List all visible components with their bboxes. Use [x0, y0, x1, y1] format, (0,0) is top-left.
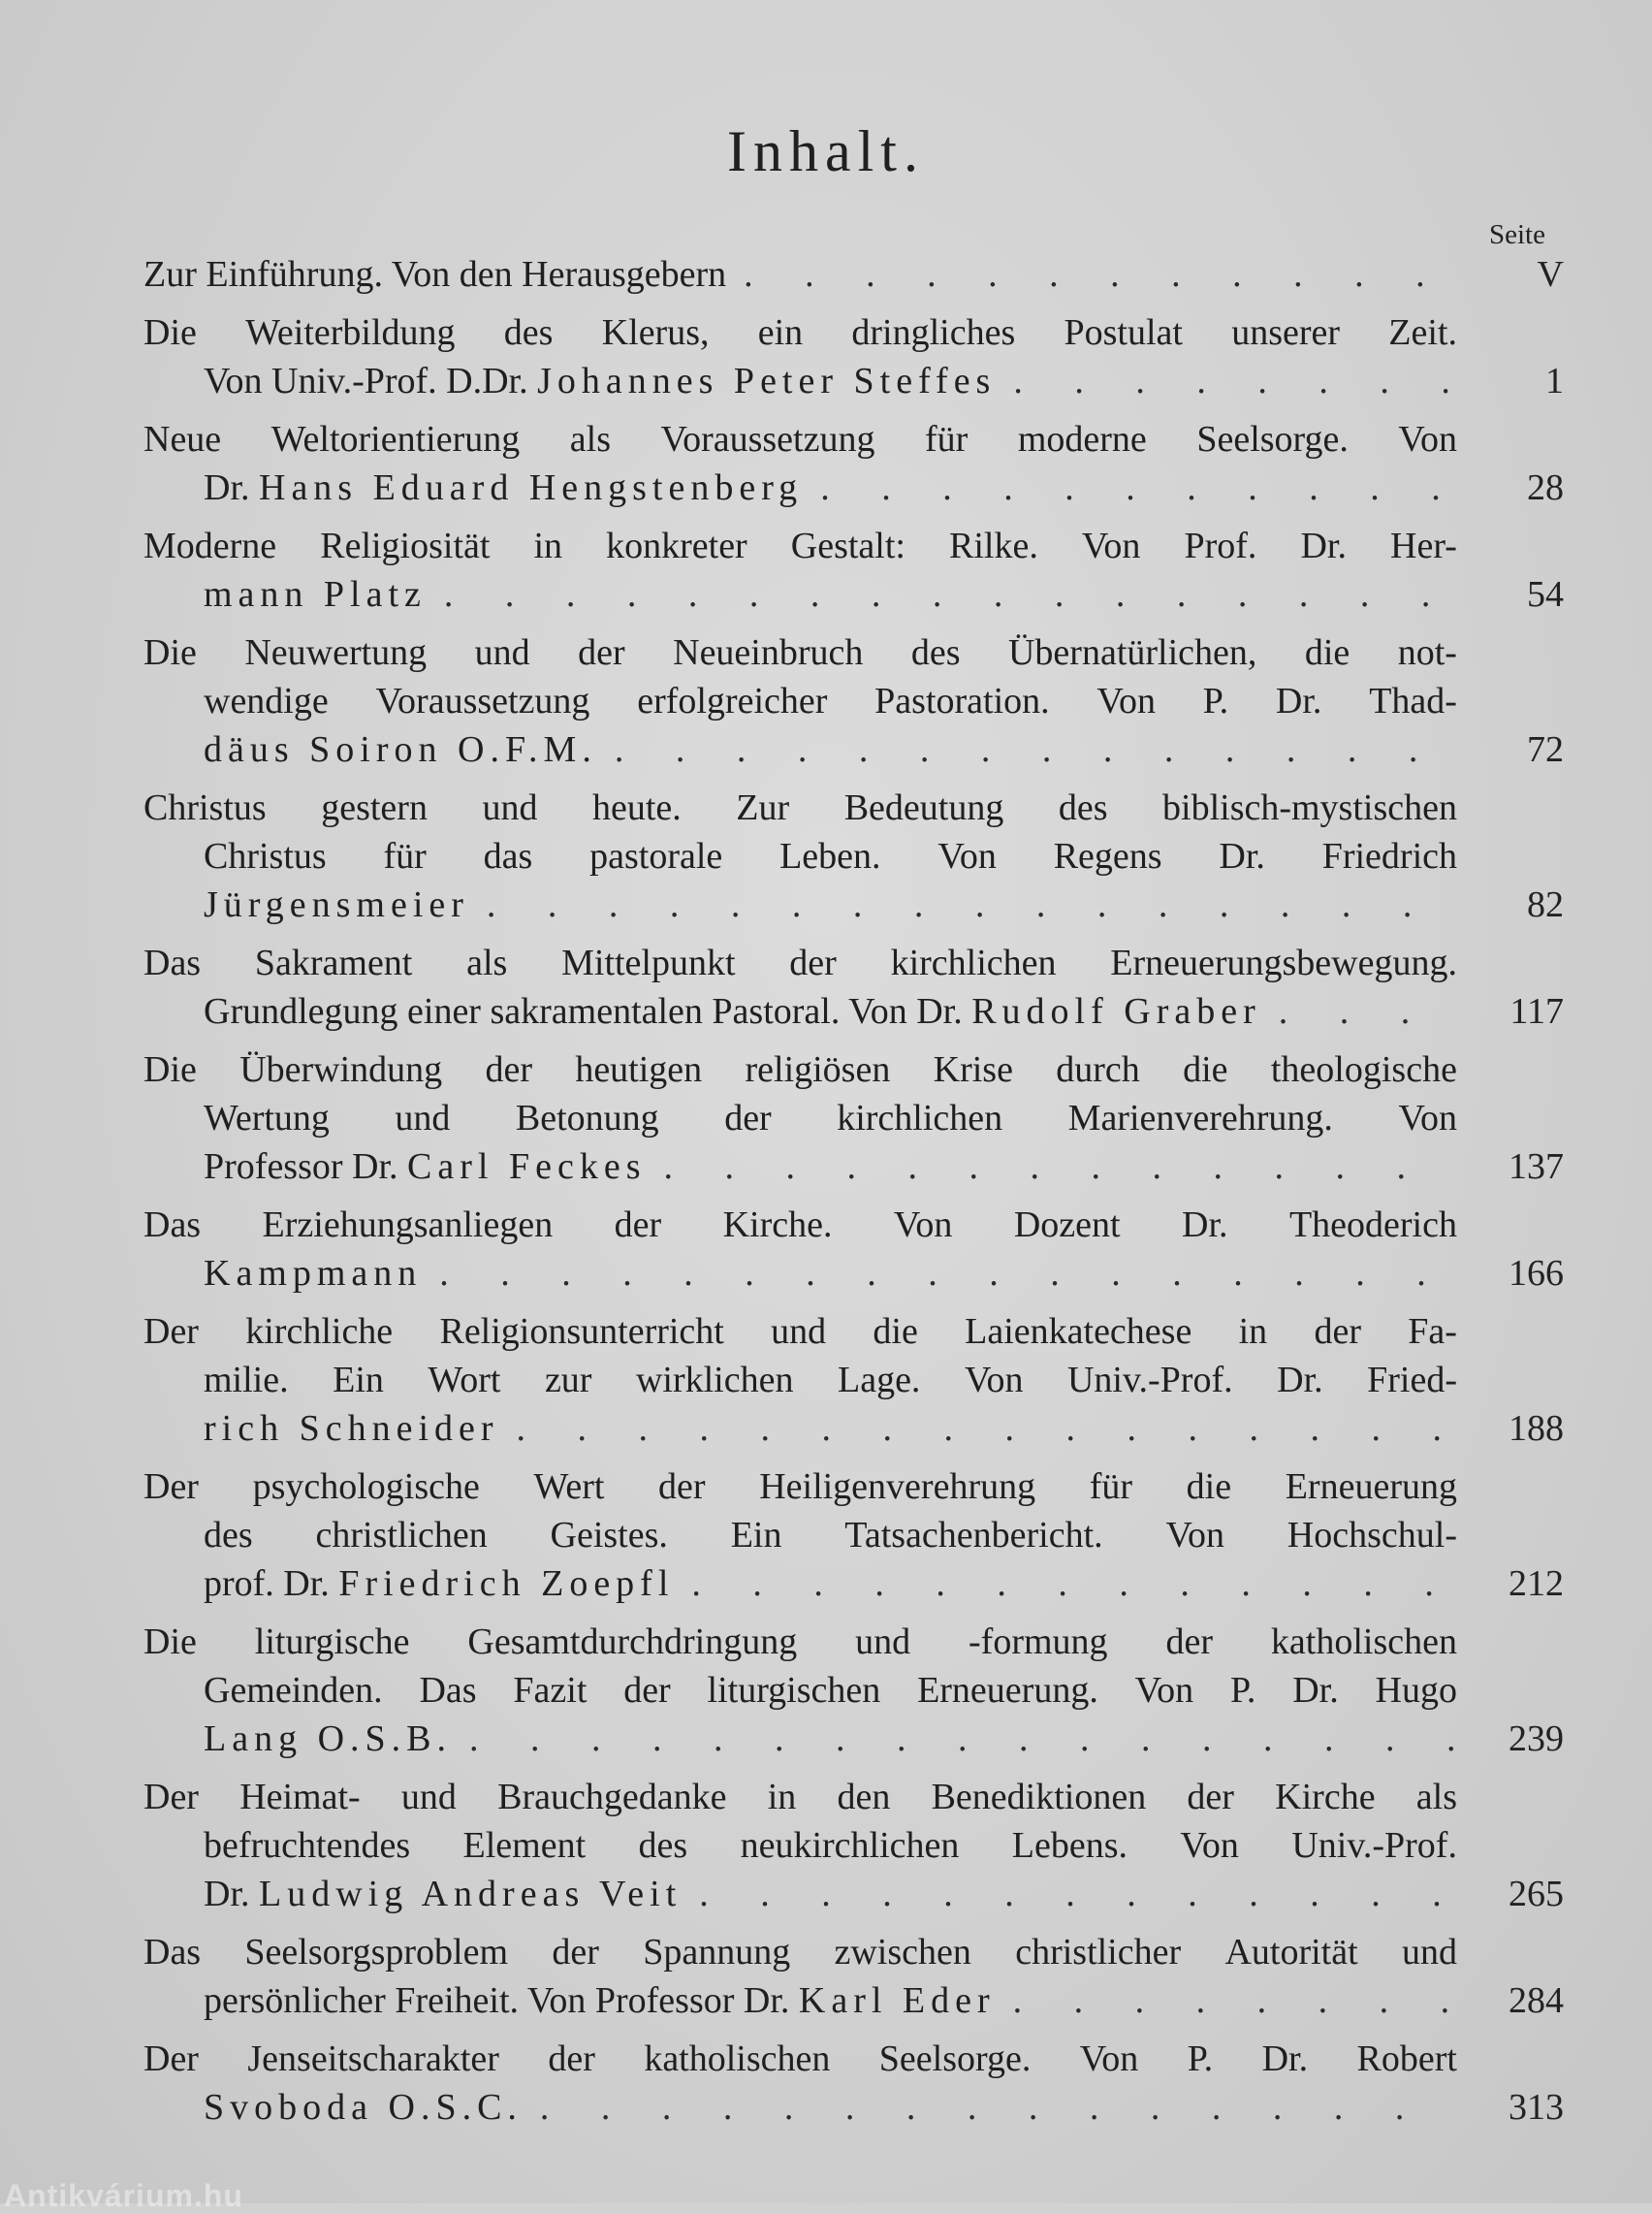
- toc-page-number: 82: [1527, 884, 1564, 925]
- toc-page-number: 313: [1509, 2087, 1564, 2128]
- toc-page-number: 28: [1527, 467, 1564, 508]
- toc-entry-line: Das Erziehungsanliegen der Kirche. Von Dozent Dr. Theoderich: [143, 1204, 1457, 1245]
- toc-entry: [143, 1045, 1564, 1191]
- toc-entry-line: Die liturgische Gesamtdurchdringung und -formung der katholischen: [143, 1621, 1457, 1662]
- toc-entry-line: Die Weiterbildung des Klerus, ein dringliches Postulat unserer Zeit.: [143, 312, 1457, 353]
- toc-entry-last-line: [143, 1870, 1564, 1918]
- toc-entry-last-line: [143, 987, 1564, 1036]
- toc-entry-line: des christlichen Geistes. Ein Tatsachenbericht. Von Hochschul-: [204, 1515, 1457, 1556]
- toc-leader-dots: [422, 1249, 1457, 1298]
- toc-page-number: 72: [1527, 729, 1564, 770]
- toc-entry-author: Lang O.S.B.: [204, 1718, 452, 1759]
- toc-entry-line: Der Heimat- und Brauchgedanke in den Benediktionen der Kirche als: [143, 1777, 1457, 1817]
- toc-page-number: 265: [1509, 1874, 1564, 1914]
- toc-entry-text: prof. Dr.: [204, 1563, 339, 1604]
- toc-page-number: 284: [1509, 1980, 1564, 2021]
- toc-entry: [143, 415, 1564, 512]
- toc-entry-last-line: [143, 570, 1564, 619]
- toc-leader-dots: [996, 1976, 1457, 2025]
- toc-page-number: 188: [1509, 1408, 1564, 1449]
- toc-entry-author: Svoboda O.S.C.: [204, 2087, 523, 2128]
- toc-entry-last-line: [143, 1715, 1564, 1763]
- toc-entry-last-line: [143, 1142, 1564, 1191]
- toc-entry-line: Die Neuwertung und der Neueinbruch des Übernatürlichen, die not-: [143, 632, 1457, 673]
- toc-entry-last-line: [143, 725, 1564, 774]
- toc-entry-last-line: [143, 881, 1564, 929]
- toc-entry-last-line: [143, 1404, 1564, 1453]
- toc-entry-line: Das Seelsorgsproblem der Spannung zwischen christlicher Autorität und: [143, 1932, 1457, 1973]
- toc-entry-line: Die Überwindung der heutigen religiösen Krise durch die theologische: [143, 1049, 1457, 1090]
- toc-page-number: V: [1537, 254, 1564, 295]
- toc-page-number: 239: [1509, 1718, 1564, 1759]
- toc-entry-author: Carl Feckes: [407, 1146, 647, 1187]
- toc-entry: [143, 628, 1564, 774]
- toc-entry-line: Der psychologische Wert der Heiligenverehrung für die Erneuerung: [143, 1466, 1457, 1507]
- toc-entry: [143, 1462, 1564, 1608]
- toc-entry-line: Neue Weltorientierung als Voraussetzung für moderne Seelsorge. Von: [143, 419, 1457, 460]
- toc-entry-author: Johannes Peter Steffes: [537, 361, 997, 401]
- page-title: Inhalt.: [727, 119, 925, 183]
- toc-entry-line: Der Jenseitscharakter der katholischen Seelsorge. Von P. Dr. Robert: [143, 2038, 1457, 2079]
- toc-entry-text: Professor Dr.: [204, 1146, 408, 1187]
- toc-entry: [143, 522, 1564, 619]
- toc-entry-author: Karl Eder: [798, 1980, 996, 2021]
- toc-entry: [143, 939, 1564, 1036]
- toc-entry: [143, 308, 1564, 405]
- toc-leader-dots: [469, 881, 1457, 929]
- toc-page-number: 212: [1509, 1563, 1564, 1604]
- table-of-contents: [143, 250, 1564, 2141]
- toc-leader-dots: [647, 1142, 1458, 1191]
- toc-entry-author: rich Schneider: [204, 1408, 499, 1449]
- toc-entry-line: Christus gestern und heute. Zur Bedeutung des biblisch-mystischen: [143, 787, 1457, 828]
- toc-entry-last-line: [143, 357, 1564, 405]
- toc-page-number: 166: [1509, 1253, 1564, 1294]
- toc-entry-author: Ludwig Andreas Veit: [259, 1874, 683, 1914]
- toc-page-number: 1: [1545, 361, 1564, 401]
- toc-entry-author: Rudolf Graber: [971, 991, 1261, 1032]
- toc-entry: [143, 1928, 1564, 2025]
- watermark-logo: Antikvárium.hu: [4, 2178, 243, 2213]
- toc-entry-text: persönlicher Freiheit. Von Professor Dr.: [204, 1980, 799, 2021]
- toc-entry-last-line: [143, 464, 1564, 512]
- toc-entry-last-line: [143, 1976, 1564, 2025]
- toc-leader-dots: [674, 1559, 1457, 1608]
- toc-entry-line: Wertung und Betonung der kirchlichen Marienverehrung. Von: [204, 1098, 1457, 1139]
- toc-page-number: 54: [1527, 574, 1564, 615]
- toc-entry: [143, 784, 1564, 929]
- toc-entry-last-line: [143, 1559, 1564, 1608]
- toc-leader-dots: [452, 1715, 1457, 1763]
- toc-entry: [143, 2035, 1564, 2132]
- toc-leader-dots: [726, 250, 1457, 299]
- toc-entry: [143, 1201, 1564, 1298]
- toc-entry: [143, 250, 1564, 299]
- toc-entry-author: Jürgensmeier: [204, 884, 469, 925]
- toc-entry-line: Gemeinden. Das Fazit der liturgischen Erneuerung. Von P. Dr. Hugo: [204, 1670, 1457, 1711]
- toc-leader-dots: [1261, 987, 1457, 1036]
- toc-entry-text: Zur Einführung. Von den Herausgebern: [143, 254, 727, 295]
- toc-entry-line: Christus für das pastorale Leben. Von Regens Dr. Friedrich: [204, 836, 1457, 877]
- toc-entry-author: Kampmann: [204, 1253, 423, 1294]
- toc-leader-dots: [427, 570, 1457, 619]
- toc-entry-author: mann Platz: [204, 574, 427, 615]
- toc-leader-dots: [996, 357, 1457, 405]
- toc-entry: [143, 1773, 1564, 1918]
- toc-page-number: 117: [1509, 991, 1564, 1032]
- toc-leader-dots: [682, 1870, 1457, 1918]
- toc-entry-author: däus Soiron O.F.M.: [204, 729, 597, 770]
- toc-entry-author: Hans Eduard Hengstenberg: [259, 467, 804, 508]
- toc-entry-line: Das Sakrament als Mittelpunkt der kirchlichen Erneuerungsbewegung.: [143, 943, 1457, 983]
- toc-leader-dots: [803, 464, 1457, 512]
- page-column-header: Seite: [1489, 219, 1545, 250]
- toc-entry-line: milie. Ein Wort zur wirklichen Lage. Von Univ.-Prof. Dr. Fried-: [204, 1360, 1457, 1400]
- toc-entry-last-line: [143, 1249, 1564, 1298]
- toc-entry: [143, 1618, 1564, 1763]
- toc-entry-line: Moderne Religiosität in konkreter Gestalt: Rilke. Von Prof. Dr. Her-: [143, 526, 1457, 566]
- toc-entry-text: Dr.: [204, 467, 259, 508]
- toc-entry-text: Grundlegung einer sakramentalen Pastoral. Von Dr.: [204, 991, 972, 1032]
- toc-entry-text: Dr.: [204, 1874, 259, 1914]
- toc-entry-text: Von Univ.-Prof. D.Dr.: [204, 361, 538, 401]
- toc-entry-last-line: [143, 250, 1564, 299]
- toc-entry-author: Friedrich Zoepfl: [338, 1563, 675, 1604]
- toc-entry-last-line: [143, 2083, 1564, 2132]
- toc-leader-dots: [499, 1404, 1457, 1453]
- toc-leader-dots: [523, 2083, 1457, 2132]
- toc-entry-line: wendige Voraussetzung erfolgreicher Pastoration. Von P. Dr. Thad-: [204, 681, 1457, 722]
- toc-entry: [143, 1307, 1564, 1453]
- toc-leader-dots: [597, 725, 1457, 774]
- toc-page-number: 137: [1509, 1146, 1564, 1187]
- toc-entry-line: befruchtendes Element des neukirchlichen Lebens. Von Univ.-Prof.: [204, 1825, 1457, 1866]
- toc-entry-line: Der kirchliche Religionsunterricht und die Laienkatechese in der Fa-: [143, 1311, 1457, 1352]
